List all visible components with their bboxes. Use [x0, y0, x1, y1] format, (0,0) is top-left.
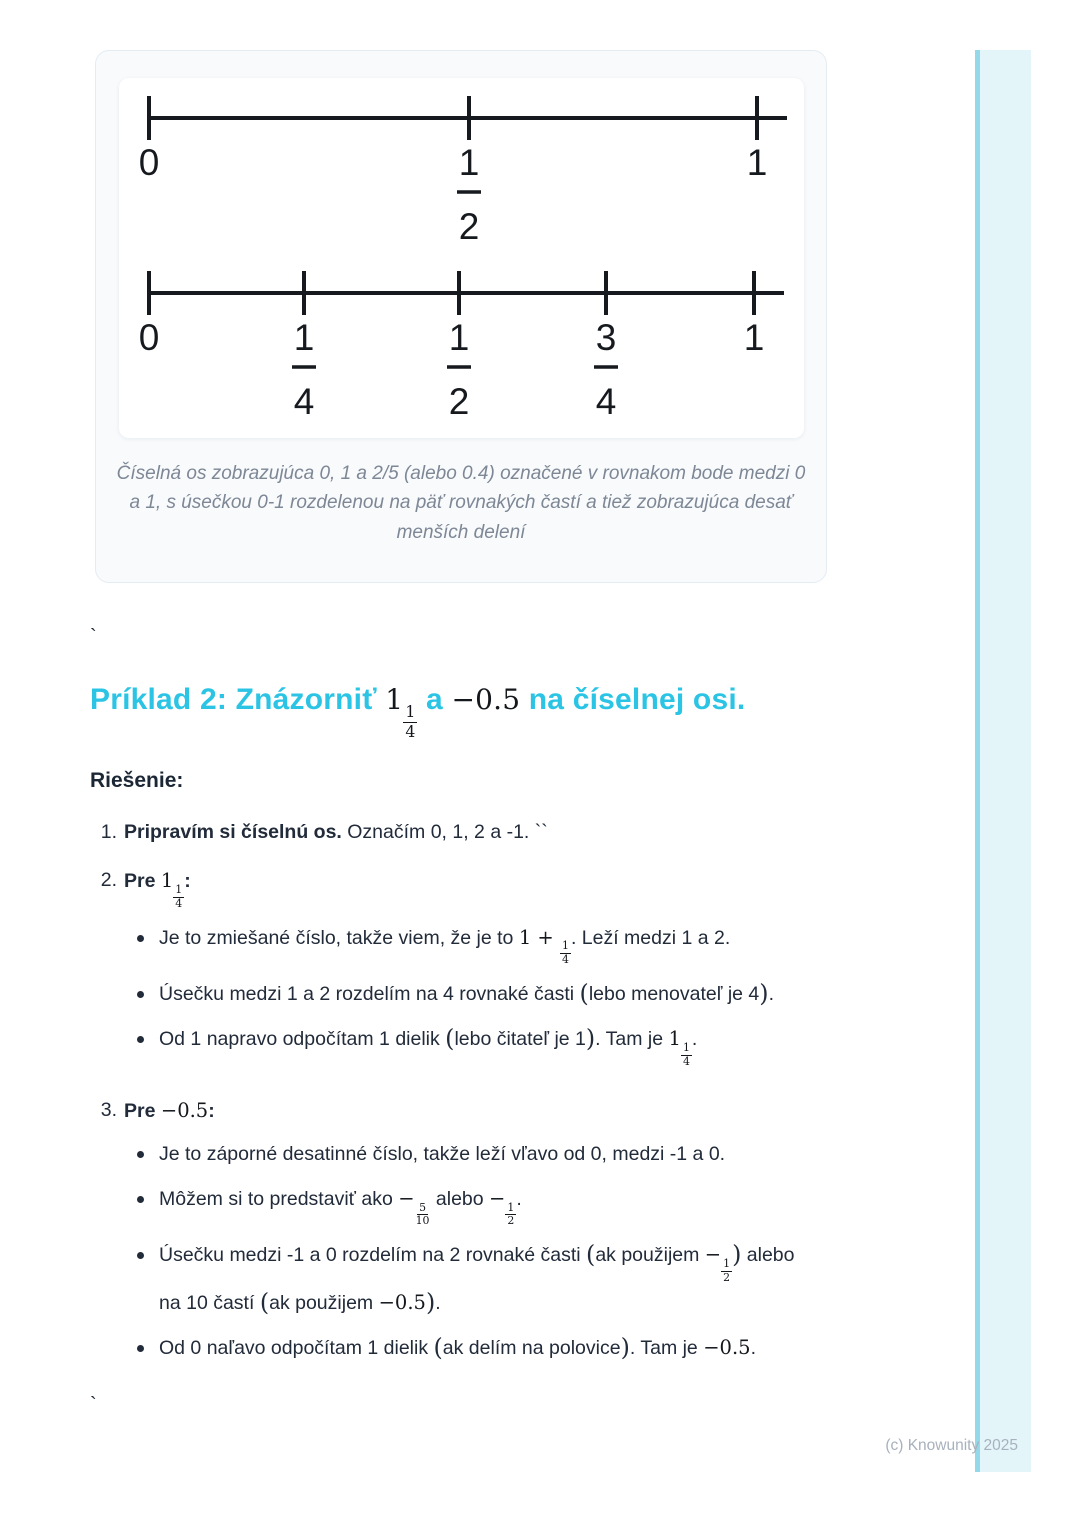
bullet-text	[159, 1021, 697, 1068]
fraction-numerator: 1	[507, 1200, 515, 1214]
text-run: ak použijem	[269, 1291, 379, 1314]
bullet-item	[124, 976, 910, 1012]
text-run: ak delím na polovice	[442, 1336, 621, 1359]
math-fraction-negative	[489, 1186, 516, 1228]
step-title-bold: Pre	[124, 1099, 161, 1122]
fraction	[681, 1042, 692, 1069]
step-2	[90, 865, 910, 1077]
step-title-colon: :	[184, 870, 191, 893]
step-number: 1.	[100, 821, 117, 844]
open-paren: (	[259, 1288, 270, 1317]
figure-card	[95, 50, 827, 583]
bullet-icon	[137, 1036, 144, 1043]
fraction-denominator: 4	[293, 381, 314, 422]
figure-caption: Číselná os zobrazujúca 0, 1 a 2/5 (alebo 0.4) označené v rovnakom bode medzi 0 a 1, s úsečkou 0-1 rozdelenou na päť rovnakých častí a tiež zobrazujúca desať menších delení	[116, 463, 806, 543]
step-title	[124, 865, 910, 910]
solution-steps	[90, 817, 910, 1375]
close-paren: )	[759, 979, 769, 1008]
step-number: 3.	[100, 1098, 117, 1121]
step-title	[124, 1095, 910, 1127]
fraction	[403, 703, 417, 741]
fraction-denominator: 4	[405, 721, 416, 741]
step-body	[124, 1095, 910, 1375]
number-line-figure	[119, 78, 804, 438]
text-run: Je to zmiešané číslo, takže viem, že je to	[159, 926, 519, 949]
bullet-text	[159, 1136, 725, 1172]
close-paren: )	[732, 1240, 742, 1269]
step-title-rest: Označím 0, 1, 2 a -1. ``	[341, 821, 548, 844]
step-number: 2.	[100, 869, 117, 892]
minus-sign: −	[398, 1186, 415, 1210]
heading-text-post: na číselnej osi.	[520, 683, 746, 716]
math-decimal: −0.5	[378, 1290, 426, 1314]
fraction-denominator: 4	[561, 953, 569, 967]
math-fraction-negative	[704, 1243, 732, 1284]
fraction-numerator: 1	[458, 142, 479, 183]
math-decimal: −0.5	[703, 1335, 751, 1359]
example-heading	[90, 683, 910, 741]
text-run: . Tam je	[595, 1028, 669, 1051]
bullet-icon	[137, 991, 144, 998]
open-paren: (	[445, 1024, 455, 1053]
bullet-text	[159, 976, 774, 1012]
fraction	[721, 1258, 732, 1285]
mixed-number-whole: 1	[385, 683, 404, 716]
text-run: . Leží medzi 1 a 2.	[570, 926, 731, 949]
number-line-halves	[138, 96, 786, 247]
text-run: . Tam je	[629, 1336, 704, 1359]
text-run: .	[516, 1187, 522, 1210]
text-run: alebo na 10 častí	[159, 1244, 795, 1314]
fraction-numerator: 1	[293, 317, 314, 358]
number-line-quarters	[138, 271, 783, 422]
fraction-denominator: 2	[507, 1214, 515, 1228]
step-title-colon: :	[208, 1099, 215, 1122]
copyright-text: (c) Knowunity 2025	[885, 1437, 1018, 1454]
fraction-numerator: 1	[723, 1257, 731, 1270]
bullet-item	[124, 1181, 910, 1228]
text-run: .	[768, 983, 774, 1006]
fraction-denominator: 4	[595, 381, 616, 422]
tick-label: 0	[138, 317, 159, 358]
math-expression	[518, 925, 571, 967]
math-mixed-number	[668, 1027, 692, 1068]
fraction-denominator: 4	[682, 1054, 690, 1068]
fraction-numerator: 1	[448, 317, 469, 358]
fraction-numerator: 1	[561, 939, 569, 953]
math-fraction-negative	[398, 1186, 430, 1228]
fraction-denominator: 2	[448, 381, 469, 422]
fraction-denominator: 2	[723, 1270, 731, 1284]
fraction	[415, 1202, 431, 1229]
fraction-numerator: 1	[175, 883, 183, 896]
text-run: .	[691, 1028, 698, 1051]
bullet-text	[159, 920, 730, 967]
bullet-list	[124, 920, 910, 1069]
open-paren: (	[579, 979, 589, 1008]
fraction-denominator: 10	[415, 1214, 430, 1228]
step-body	[124, 865, 910, 1077]
text-run: lebo čitateľ je 1	[454, 1028, 586, 1051]
number-lines-svg	[119, 78, 804, 438]
bullet-item	[124, 1136, 910, 1172]
math-decimal: −0.5	[160, 1098, 209, 1122]
bullet-icon	[137, 935, 144, 942]
step-title	[124, 817, 910, 848]
stray-backtick-top: `	[90, 626, 97, 648]
fraction-denominator: 4	[175, 896, 183, 910]
fraction-numerator: 1	[405, 702, 416, 722]
minus-sign: −	[704, 1243, 722, 1267]
open-paren: (	[586, 1240, 596, 1269]
step-title-bold: Pripravím si číselnú os.	[124, 821, 342, 844]
heading-math-decimal: −0.5	[451, 683, 521, 716]
solution-label: Riešenie:	[90, 769, 184, 793]
bullet-icon	[137, 1252, 144, 1259]
text-run: .	[435, 1291, 441, 1314]
text-run: .	[750, 1336, 756, 1359]
text-run: Je to záporné desatinné číslo, takže leží vľavo od 0, medzi -1 a 0.	[159, 1142, 726, 1165]
bullet-text	[159, 1181, 522, 1228]
bullet-item	[124, 1021, 910, 1068]
step-body	[124, 817, 910, 848]
step-3	[90, 1095, 910, 1375]
math-text: 1 +	[518, 925, 560, 949]
bullet-item	[124, 1330, 910, 1366]
close-paren: )	[585, 1024, 596, 1053]
fraction	[505, 1202, 516, 1229]
math-mixed-number	[160, 869, 184, 910]
text-run: Od 1 napravo odpočítam 1 dielik	[159, 1028, 446, 1051]
close-paren: )	[620, 1333, 630, 1362]
tick-label: 0	[138, 142, 159, 183]
stray-backtick-bottom: `	[90, 1393, 97, 1416]
step-1	[90, 817, 910, 848]
fraction-numerator: 3	[595, 317, 616, 358]
bullet-icon	[137, 1345, 144, 1352]
minus-sign: −	[489, 1186, 506, 1210]
open-paren: (	[433, 1333, 443, 1362]
heading-text-pre: Príklad 2: Znázorniť	[90, 683, 386, 716]
text-run: Úsečku medzi -1 a 0 rozdelím na 2 rovnaké časti	[159, 1244, 587, 1267]
bullet-icon	[137, 1196, 144, 1203]
tick-label: 1	[743, 317, 764, 358]
text-run: ak použijem	[595, 1244, 705, 1267]
bullet-item	[124, 1237, 910, 1320]
mixed-number-whole: 1	[668, 1027, 681, 1051]
heading-text-mid: a	[417, 683, 452, 716]
bullet-text	[159, 1330, 756, 1366]
fraction-denominator: 2	[458, 206, 479, 247]
fraction-numerator: 1	[682, 1040, 690, 1054]
bullet-item	[124, 920, 910, 967]
mixed-number-whole: 1	[160, 869, 174, 893]
bullet-text	[159, 1237, 809, 1320]
bullet-list	[124, 1136, 910, 1366]
bullet-icon	[137, 1151, 144, 1158]
text-run: Úsečku medzi 1 a 2 rozdelím na 4 rovnaké časti	[159, 983, 580, 1006]
fraction-numerator: 5	[419, 1200, 427, 1214]
text-run: Od 0 naľavo odpočítam 1 dielik	[159, 1336, 434, 1359]
text-run: alebo	[430, 1187, 490, 1210]
step-title-bold: Pre	[124, 870, 161, 893]
text-run: lebo menovateľ je 4	[588, 983, 760, 1006]
fraction	[560, 940, 571, 967]
fraction	[173, 884, 184, 911]
text-run: Môžem si to predstaviť ako	[159, 1187, 399, 1210]
close-paren: )	[425, 1288, 436, 1317]
tick-label: 1	[746, 142, 767, 183]
heading-math-mixed-number	[385, 683, 417, 741]
